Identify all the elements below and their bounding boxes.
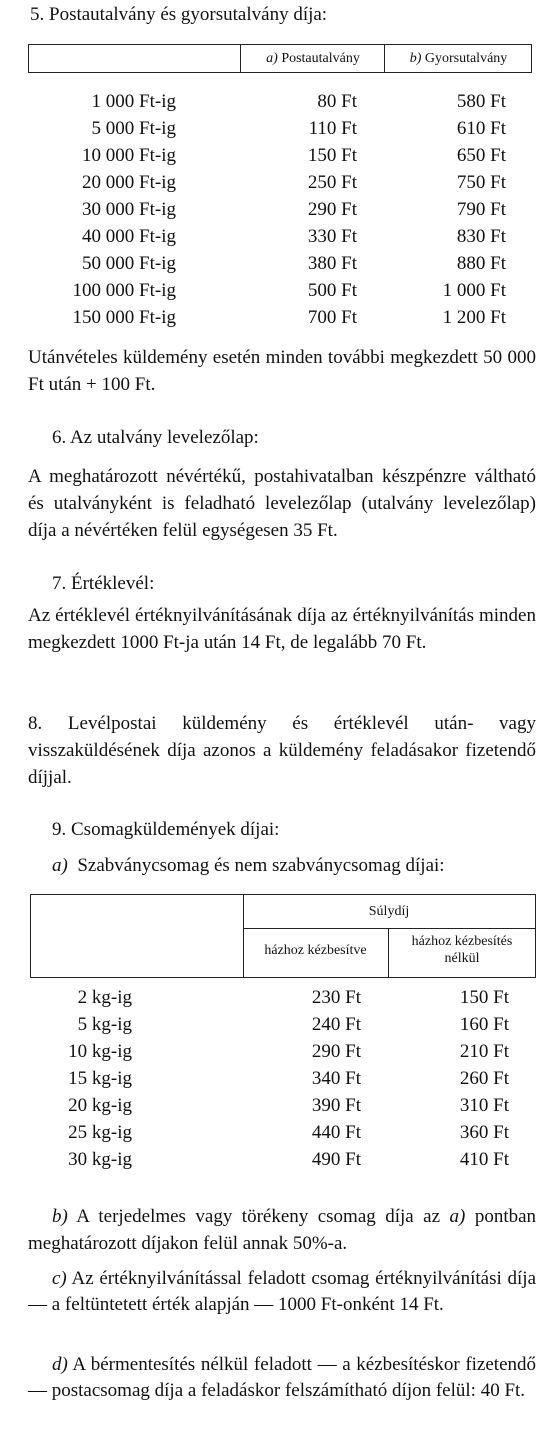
express-order-fee-cell: 790 Ft <box>456 199 506 220</box>
col-home-delivery: házhoz kézbesítve <box>264 943 367 958</box>
express-order-fee-cell: 610 Ft <box>456 118 506 139</box>
col-no-home-delivery: házhoz kézbesítés nélkül <box>411 934 513 966</box>
express-order-fee-cell: 750 Ft <box>456 172 506 193</box>
postal-order-table-header <box>28 44 532 73</box>
postal-order-fee-cell: 150 Ft <box>307 145 357 166</box>
weight-limit-cell: 30 kg-ig <box>68 1149 132 1170</box>
col-b-header: b) Gyorsutalvány <box>384 45 532 72</box>
weight-limit-cell: 2 kg-ig <box>77 987 132 1008</box>
amount-limit-cell: 50 000 Ft-ig <box>82 253 176 274</box>
section-7-heading: 7. Értéklevél: <box>52 573 155 594</box>
weight-fee-header: Súlydíj <box>368 904 410 919</box>
parcel-table-header <box>30 894 536 978</box>
home-delivery-fee-cell: 390 Ft <box>311 1095 361 1116</box>
section-8-text: 8. Levélpostai küldemény és értéklevél után- vagy visszaküldésének díja azonos a küldemény feladásakor fizetendő díjjal. <box>28 713 536 788</box>
section-6-text: A meghatározott névértékű, postahivatalban készpénzre váltható és utalványként is feladható levelezőlap (utalvány levelezőlap) díja a névértéken felül egységesen 35 Ft. <box>28 466 536 541</box>
postal-order-fee-cell: 250 Ft <box>307 172 357 193</box>
section-7-text: Az értéklevél értéknyilvánításának díja az értéknyilvánítás minden megkezdett 1000 Ft-ja után 14 Ft, de legalább 70 Ft. <box>28 605 536 653</box>
no-home-delivery-fee-cell: 150 Ft <box>459 987 509 1008</box>
postal-order-fee-cell: 290 Ft <box>307 199 357 220</box>
section-9b-text: b) A terjedelmes vagy törékeny csomag díja az a) pontban meghatározott díjakon felül annak 50%-a. <box>28 1206 537 1254</box>
postal-order-fee-cell: 110 Ft <box>308 118 357 139</box>
express-order-fee-cell: 1 200 Ft <box>442 307 506 328</box>
express-order-fee-cell: 880 Ft <box>456 253 506 274</box>
home-delivery-fee-cell: 230 Ft <box>311 987 361 1008</box>
home-delivery-fee-cell: 440 Ft <box>311 1122 361 1143</box>
postal-order-fee-cell: 330 Ft <box>307 226 357 247</box>
express-order-fee-cell: 580 Ft <box>456 91 506 112</box>
no-home-delivery-fee-cell: 410 Ft <box>459 1149 509 1170</box>
express-order-fee-cell: 1 000 Ft <box>442 280 506 301</box>
amount-limit-cell: 5 000 Ft-ig <box>91 118 176 139</box>
no-home-delivery-fee-cell: 310 Ft <box>459 1095 509 1116</box>
express-order-fee-cell: 650 Ft <box>456 145 506 166</box>
section-9d-text: d) A bérmentesítés nélkül feladott — a kézbesítéskor fizetendő — postacsomag díja a feladáskor felszámítható díjon felül: 40 Ft. <box>28 1354 537 1401</box>
amount-limit-cell: 40 000 Ft-ig <box>82 226 176 247</box>
no-home-delivery-fee-cell: 210 Ft <box>459 1041 509 1062</box>
section-5-heading: 5. Postautalvány és gyorsutalvány díja: <box>30 4 328 25</box>
section-9-heading: 9. Csomagküldemények díjai: <box>52 819 280 840</box>
express-order-fee-cell: 830 Ft <box>456 226 506 247</box>
weight-limit-cell: 20 kg-ig <box>68 1095 132 1116</box>
section-9a-line: a) Szabványcsomag és nem szabványcsomag díjai: <box>52 855 445 876</box>
postal-order-fee-cell: 380 Ft <box>307 253 357 274</box>
amount-limit-cell: 1 000 Ft-ig <box>91 91 176 112</box>
no-home-delivery-fee-cell: 260 Ft <box>459 1068 509 1089</box>
postal-order-fee-cell: 700 Ft <box>307 307 357 328</box>
home-delivery-fee-cell: 490 Ft <box>311 1149 361 1170</box>
section-9c-text: c) Az értéknyilvánítással feladott csomag értéknyilvánítási díja — a feltüntetett érték alapján — 1000 Ft-onként 14 Ft. <box>28 1268 536 1315</box>
amount-limit-cell: 20 000 Ft-ig <box>82 172 176 193</box>
col-a-header: a) Postautalvány <box>240 45 385 72</box>
cod-note: Utánvételes küldemény esetén minden további megkezdett 50 000 Ft után + 100 Ft. <box>28 347 536 395</box>
section-6-heading: 6. Az utalvány levelezőlap: <box>52 427 259 448</box>
no-home-delivery-fee-cell: 160 Ft <box>459 1014 509 1035</box>
home-delivery-fee-cell: 240 Ft <box>311 1014 361 1035</box>
postal-order-fee-cell: 500 Ft <box>307 280 357 301</box>
home-delivery-fee-cell: 340 Ft <box>311 1068 361 1089</box>
postal-order-fee-cell: 80 Ft <box>317 91 357 112</box>
weight-limit-cell: 25 kg-ig <box>68 1122 132 1143</box>
no-home-delivery-fee-cell: 360 Ft <box>459 1122 509 1143</box>
weight-limit-cell: 5 kg-ig <box>77 1014 132 1035</box>
amount-limit-cell: 10 000 Ft-ig <box>82 145 176 166</box>
home-delivery-fee-cell: 290 Ft <box>311 1041 361 1062</box>
weight-limit-cell: 15 kg-ig <box>68 1068 132 1089</box>
amount-limit-cell: 150 000 Ft-ig <box>72 307 176 328</box>
amount-limit-cell: 30 000 Ft-ig <box>82 199 176 220</box>
amount-limit-cell: 100 000 Ft-ig <box>72 280 176 301</box>
weight-limit-cell: 10 kg-ig <box>68 1041 132 1062</box>
